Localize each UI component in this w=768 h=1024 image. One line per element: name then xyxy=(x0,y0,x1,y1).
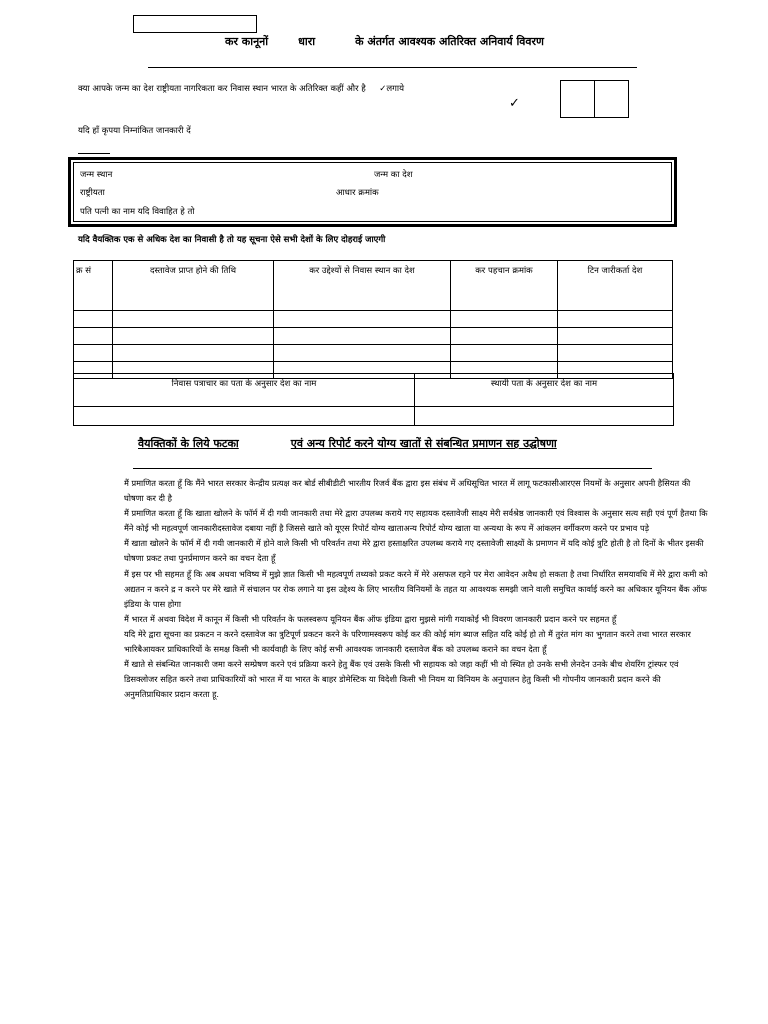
declaration-paragraph: मैं प्रमाणित करता हूँ कि मैंने भारत सरकार केन्द्रीय प्रत्यक्ष कर बोर्ड सीबीडीटी भारतीय रिजर्व बैंक द्वारा इस संबंध में अधिसूचित भारत में लागू फटकासीआरएस नियमों के अनुसार अपनी हैसियत की घोषणा कर दी है xyxy=(124,478,691,504)
table-cell[interactable] xyxy=(113,328,274,345)
title-part-2: धारा xyxy=(298,35,316,48)
table-cell[interactable] xyxy=(558,311,673,328)
col-serial: क्र सं xyxy=(74,261,113,311)
table-cell[interactable] xyxy=(74,345,113,362)
table-row xyxy=(74,407,674,426)
declaration-paragraph: मैं भारत में अथवा विदेश में कानून में किसी भी परिवर्तन के फलस्वरूप यूनियन बैंक ऑफ इंडिया द्वारा मुझसे मांगी गयाकोई भी विवरण जानकारी प्रदान करने पर सहमत हूँ xyxy=(124,613,617,624)
form-title xyxy=(225,34,544,49)
birth-country-field[interactable]: जन्म का देश xyxy=(374,170,413,180)
table-row xyxy=(74,311,673,328)
no-checkbox[interactable] xyxy=(594,80,629,118)
table-cell[interactable] xyxy=(274,345,451,362)
col-tin: कर पहचान क्रमांक xyxy=(451,261,558,311)
title-part-1: कर कानूनों xyxy=(225,35,269,48)
col-doc-date: दस्तावेज प्राप्त होने की तिथि xyxy=(113,261,274,311)
birth-place-field[interactable]: जन्म स्थान xyxy=(80,170,113,180)
tick-label: ✓लगाये xyxy=(379,84,405,94)
table-cell[interactable] xyxy=(113,345,274,362)
declaration-paragraph: मैं खाता खोलने के फॉर्म में दी गयी जानकारी में होने वाले किसी भी परिवर्तन तथा मेरे द्वारा हस्ताक्षरित उपलब्ध कराये गए दस्तावेजी साक्ष्यों के प्रमाणन में यदि कोई त्रुटि होती है तो दिनों के भीतर इसकी घोषणा प्रकट तथा पुनर्प्रमाणन करने का वचन देता हूँ xyxy=(124,538,704,564)
if-yes-instruction: यदि हाँ कृपया निम्नांकित जानकारी दें xyxy=(78,126,191,136)
declaration-paragraph: यदि मेरे द्वारा सूचना का प्रकटन न करने दस्तावेज का त्रुटिपूर्ण प्रकटन करने के परिणामस्वरूप कोई कर की कोई मांग ब्याज सहित यदि कोई हो तो मैं तुरंत मांग का भुगतान करने तथा भारत सरकार भारिबैआयकर प्राधिकारियों के समक्ष किसी भी कार्यवाही के लिए कोई सभी आवश्यक जानकारी दस्तावेज बैंक को उपलब्ध कराने का वचन देता हूँ xyxy=(124,628,691,655)
table-cell[interactable] xyxy=(451,328,558,345)
table-header-row xyxy=(74,374,674,407)
table-cell[interactable] xyxy=(415,407,674,426)
table-cell[interactable] xyxy=(74,407,415,426)
address-country-table xyxy=(73,373,674,426)
table-cell[interactable] xyxy=(74,311,113,328)
table-cell[interactable] xyxy=(274,311,451,328)
declaration-text xyxy=(124,476,708,702)
table-row xyxy=(74,328,673,345)
title-part-3: के अंतर्गत आवश्यक अतिरिक्त अनिवार्य विवरण xyxy=(355,35,544,48)
personal-details-box xyxy=(68,157,677,227)
table-cell[interactable] xyxy=(274,328,451,345)
col-correspondence-country: निवास पत्राचार का पता के अनुसार देश का नाम xyxy=(74,374,415,407)
declaration-paragraph: मैं इस पर भी सहमत हूँ कि अब अथवा भविष्य में मुझे ज्ञात किसी भी महत्वपूर्ण तथ्यको प्रकट करने में मेरे असफल रहने पर मेरा आवेदन अवैध हो सकता है तथा निर्धारित समयावधि में मेरे द्वारा कमी को अद्यतन न करने द्र न करने पर मेरे खाते में संचालन पर रोक लगाने या इस उद्देश्य के लिए भारतीय विनियमों के तहत या आवश्यक समझी जाने वाली समुचित कार्वाई करने का अधिकार यूनियन बैंक ऑफ इंडिया के पास होगा xyxy=(124,568,708,609)
title-divider xyxy=(148,67,637,68)
table-header-row xyxy=(74,261,673,311)
table-row xyxy=(74,345,673,362)
declaration-divider xyxy=(133,468,652,469)
name-box[interactable] xyxy=(133,15,257,33)
section-title-part-2: एवं अन्य रिपोर्ट करने योग्य खातों से संबन्धित प्रमाणन सह उद्घोषणा xyxy=(290,437,557,450)
table-cell[interactable] xyxy=(558,345,673,362)
checkmark-icon: ✓ xyxy=(509,96,520,111)
table-cell[interactable] xyxy=(451,345,558,362)
table-cell[interactable] xyxy=(113,311,274,328)
residency-question xyxy=(78,83,404,94)
col-tin-country: टिन जारीकर्ता देश xyxy=(558,261,673,311)
section-title-part-1: वैयक्तिकों के लिये फटका xyxy=(138,437,239,450)
table-cell[interactable] xyxy=(558,328,673,345)
aadhaar-field[interactable]: आधार क्रमांक xyxy=(336,188,379,198)
col-tax-country: कर उद्देश्यों से निवास स्थान का देश xyxy=(274,261,451,311)
yes-checkbox[interactable] xyxy=(560,80,595,118)
declaration-paragraph: मैं प्रमाणित करता हूँ कि खाता खोलने के फॉर्म में दी गयी जानकारी तथा मेरे द्वारा उपलब्ध कराये गए सहायक दस्तावेजी साक्ष्य मेरी सर्वश्रेष्ठ जानकारी एवं विश्वास के अनुसार सत्य सही एवं पूर्ण हैतथा कि मैंने कोई भी महत्वपूर्ण जानकारीदस्तावेज दबाया नहीं है जिससे खाते को यूएस रिपोर्ट योग्य खाताअन्य रिपोर्ट योग्य खाता या अन्यथा के रूप में आंकलन वर्गीकरण करने पर प्रभाव पड़े xyxy=(124,508,708,534)
declaration-paragraph: मैं खाते से संबन्धित जानकारी जमा करने सम्प्रेषण करने एवं प्रक्रिया करने हेतु बैंक एवं उसके किसी भी सहायक को जहा कहीं भी वो स्थित हो उनके सभी लेनदेन उनके बीच शेयरिंग ट्रांस्फर एवं डिसक्लोजर सहित करने तथा प्राधिकारियों को भारत में या भारत के बाहर डोमेस्टिक या विदेशी किसी भी नियम या विनियम के अनुपालन हेतु किसी भी गोपनीय जानकारी प्रदान करने की अनुमतिप्राधिकार प्रदान करता हू. xyxy=(124,659,679,700)
multi-country-note: यदि वैयक्तिक एक से अधिक देश का निवासी है तो यह सूचना ऐसे सभी देशों के लिए दोहराई जाएगी xyxy=(78,235,386,245)
nationality-field[interactable]: राष्ट्रीयता xyxy=(80,188,105,198)
question-text: क्या आपके जन्म का देश राष्ट्रीयता नागरिकता कर निवास स्थान भारत के अतिरिक्त कहीं और है xyxy=(78,84,366,94)
table-cell[interactable] xyxy=(74,328,113,345)
short-divider xyxy=(78,153,110,154)
col-permanent-country: स्थायी पता के अनुसार देश का नाम xyxy=(415,374,674,407)
declaration-title xyxy=(138,436,557,451)
tax-residency-table xyxy=(73,260,673,379)
table-cell[interactable] xyxy=(451,311,558,328)
spouse-field[interactable]: पति पत्नी का नाम यदि विवाहित हे तो xyxy=(80,207,195,217)
